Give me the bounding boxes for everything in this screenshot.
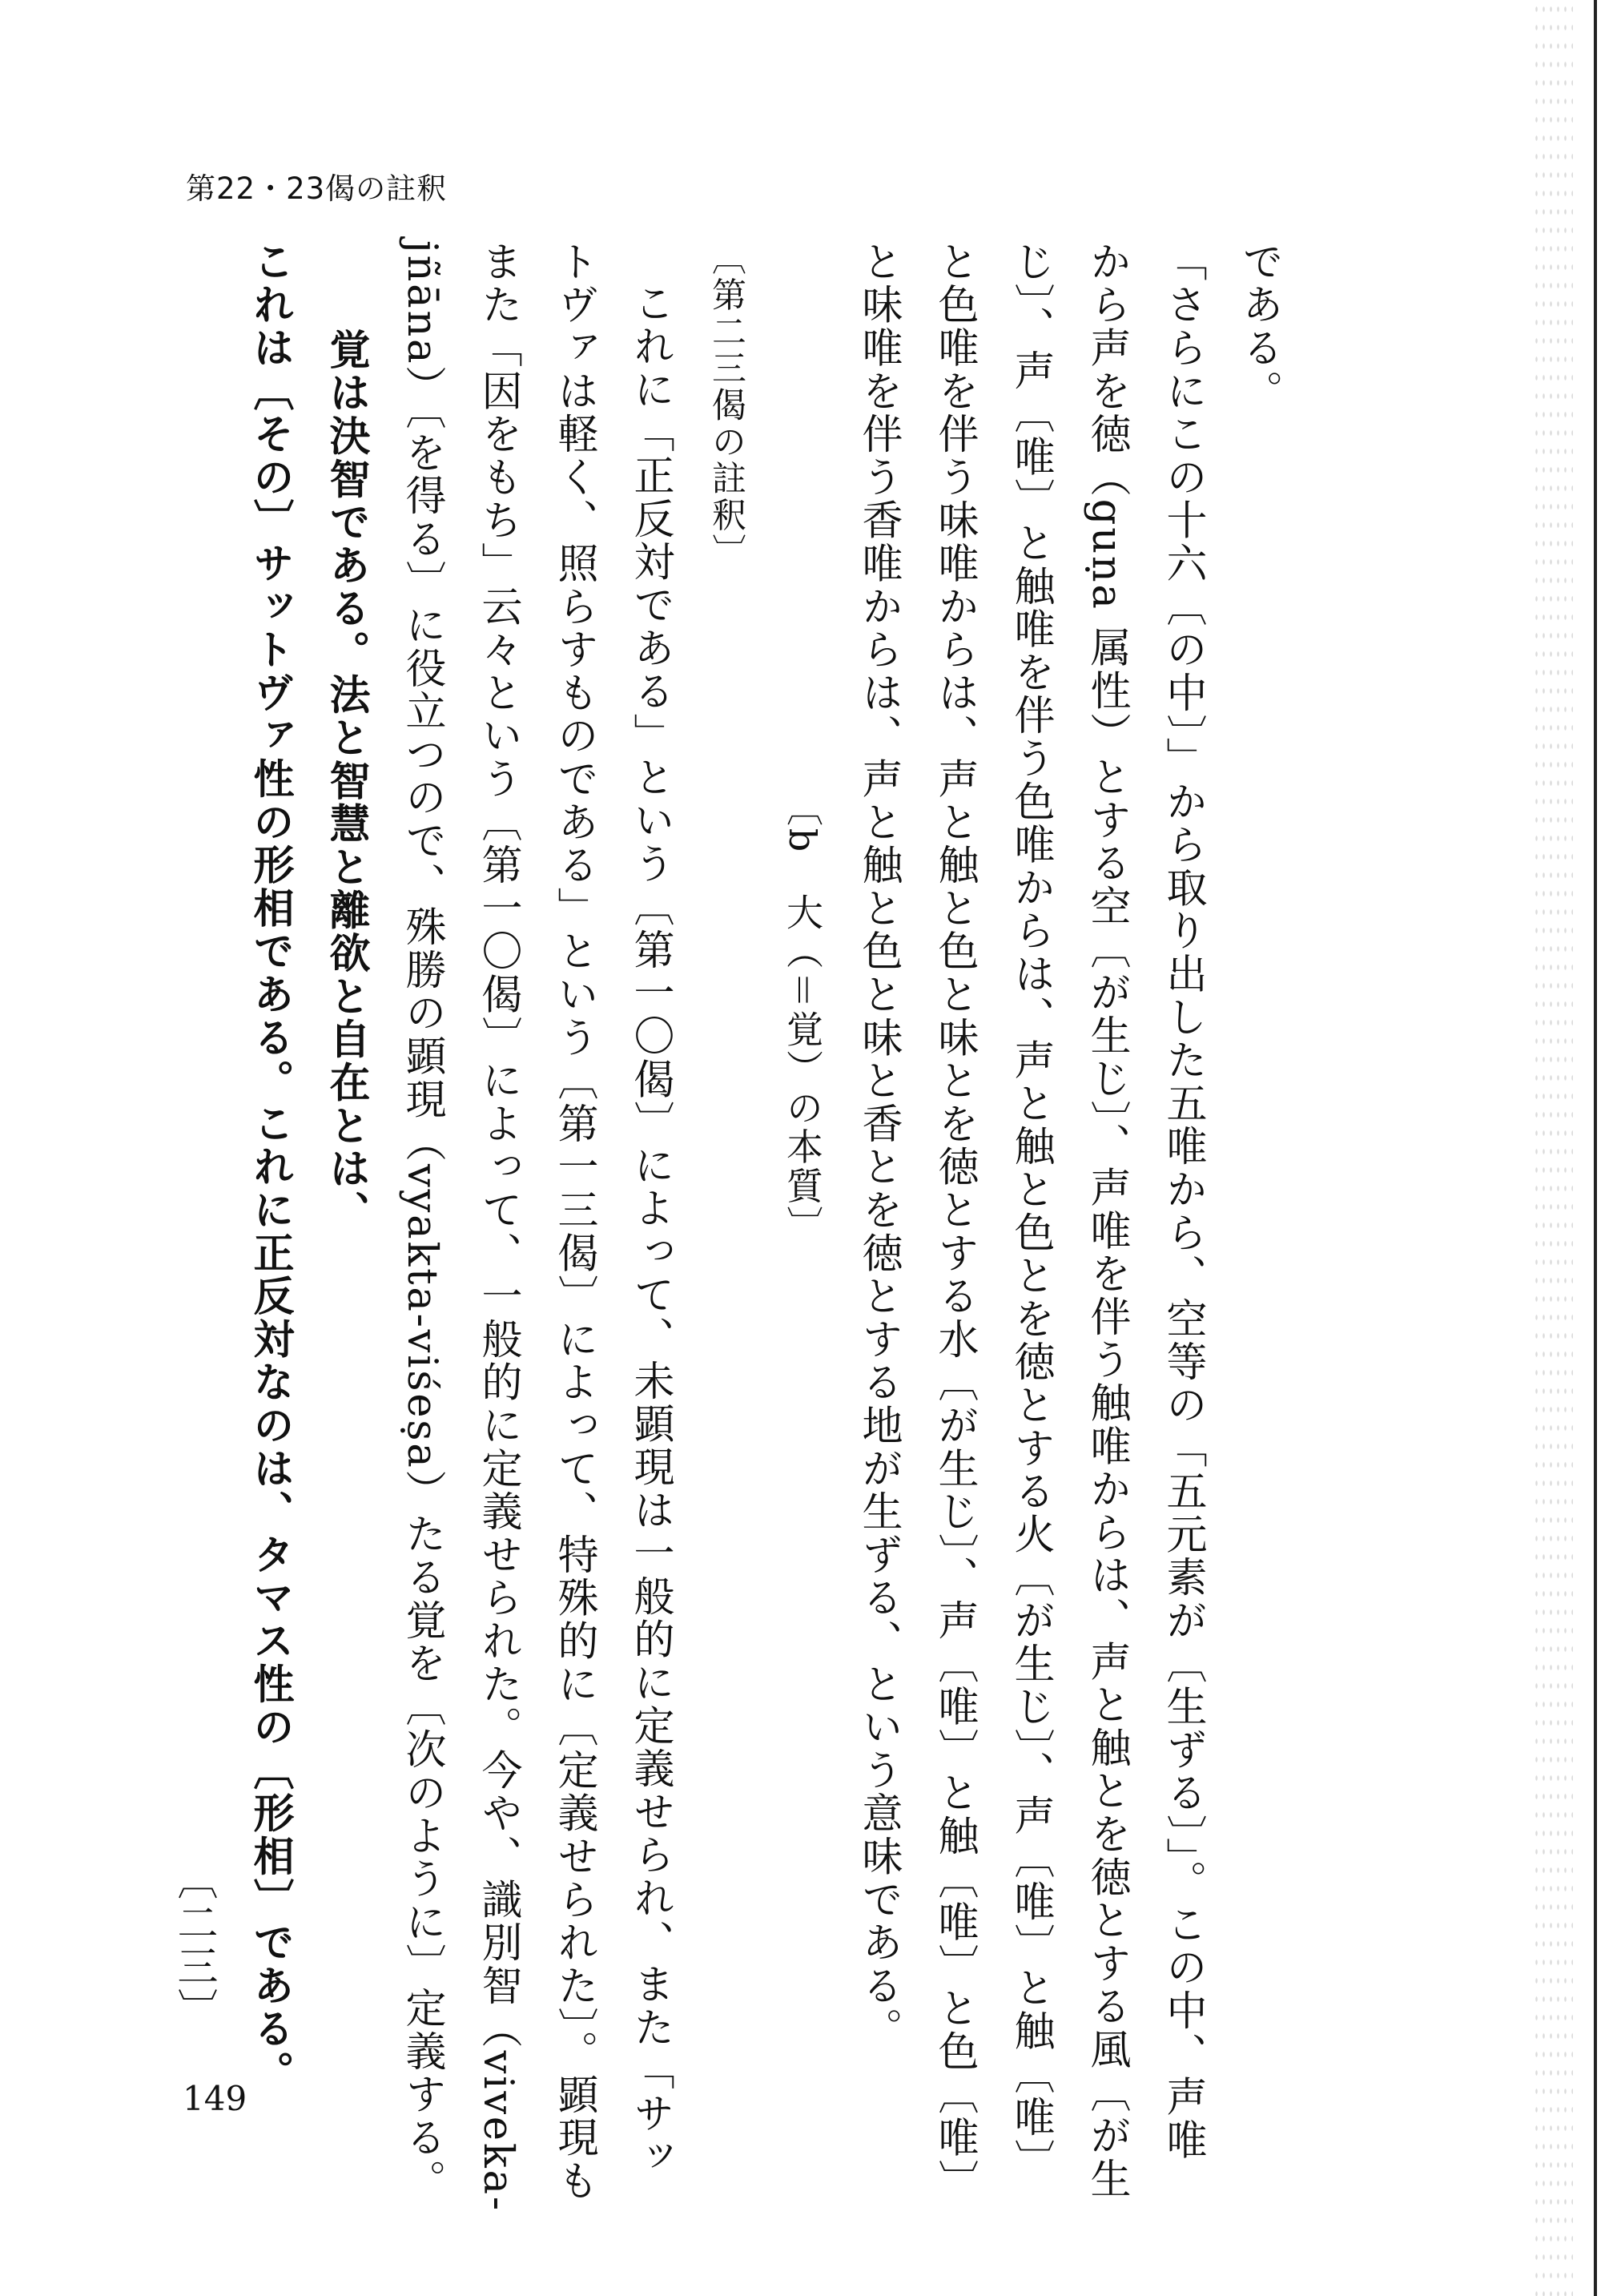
- scan-page-edge: [1589, 0, 1597, 2296]
- text-line: から声を徳（guṇa 属性）とする空〔が生じ〕、声唯を伴う触唯からは、声と触とを徳とする風〔が生: [1083, 240, 1130, 2201]
- subheading: 〔b 大（＝覚）の本質〕: [781, 789, 824, 1246]
- commentary-line: jñāna）〔を得る〕に役立つので、殊勝の顕現（vyakta-viśeṣa）たる覚を〔次のように〕定義する。: [398, 240, 445, 2203]
- verse-line-final: [231, 240, 308, 2094]
- verse-line: これは〔その〕サットヴァ性の形相である。これに正反対なのは、タマス性の〔形相〕である。: [246, 240, 294, 2094]
- commentary-line: これに「正反対である」という〔第一〇偈〕によって、未顕現は一般的に定義せられ、また「サッ: [626, 282, 674, 2179]
- verse-number: 〔二三〕: [170, 1859, 217, 2032]
- commentary-line: また「因をもち」云々という〔第一〇偈〕によって、一般的に定義せられた。今や、識別智（viveka-: [474, 240, 521, 2213]
- text-line: じ〕、声〔唯〕と触唯を伴う色唯からは、声と触と色とを徳とする火〔が生じ〕、声〔唯〕と触〔唯〕: [1007, 240, 1054, 2182]
- section-heading: 〔第二三偈の註釈〕: [706, 240, 746, 571]
- verse-line: 覚は決智である。法と智慧と離欲と自在とは、: [322, 328, 370, 1234]
- text-line: と味唯を伴う香唯からは、声と触と色と味と香とを徳とする地が生ずる、という意味である。: [855, 240, 902, 2051]
- commentary-line: トヴァは軽く、照らすものである」という〔第一三偈〕によって、特殊的に〔定義せられた〕。顕現も: [550, 240, 597, 2203]
- page-number: 149: [183, 2079, 247, 2118]
- text-line: と色唯を伴う味唯からは、声と触と色と味とを徳とする水〔が生じ〕、声〔唯〕と触〔唯〕と色〔唯〕: [931, 240, 978, 2203]
- text-line: である。: [1235, 240, 1282, 413]
- scan-margin-noise: [1533, 0, 1573, 2296]
- text-line: 「さらにこの十六〔の中〕」から取り出した五唯から、空等の「五元素が〔生ずる〕」。この中、声唯: [1159, 240, 1206, 2162]
- running-head: 第22・23偈の註釈: [186, 171, 448, 206]
